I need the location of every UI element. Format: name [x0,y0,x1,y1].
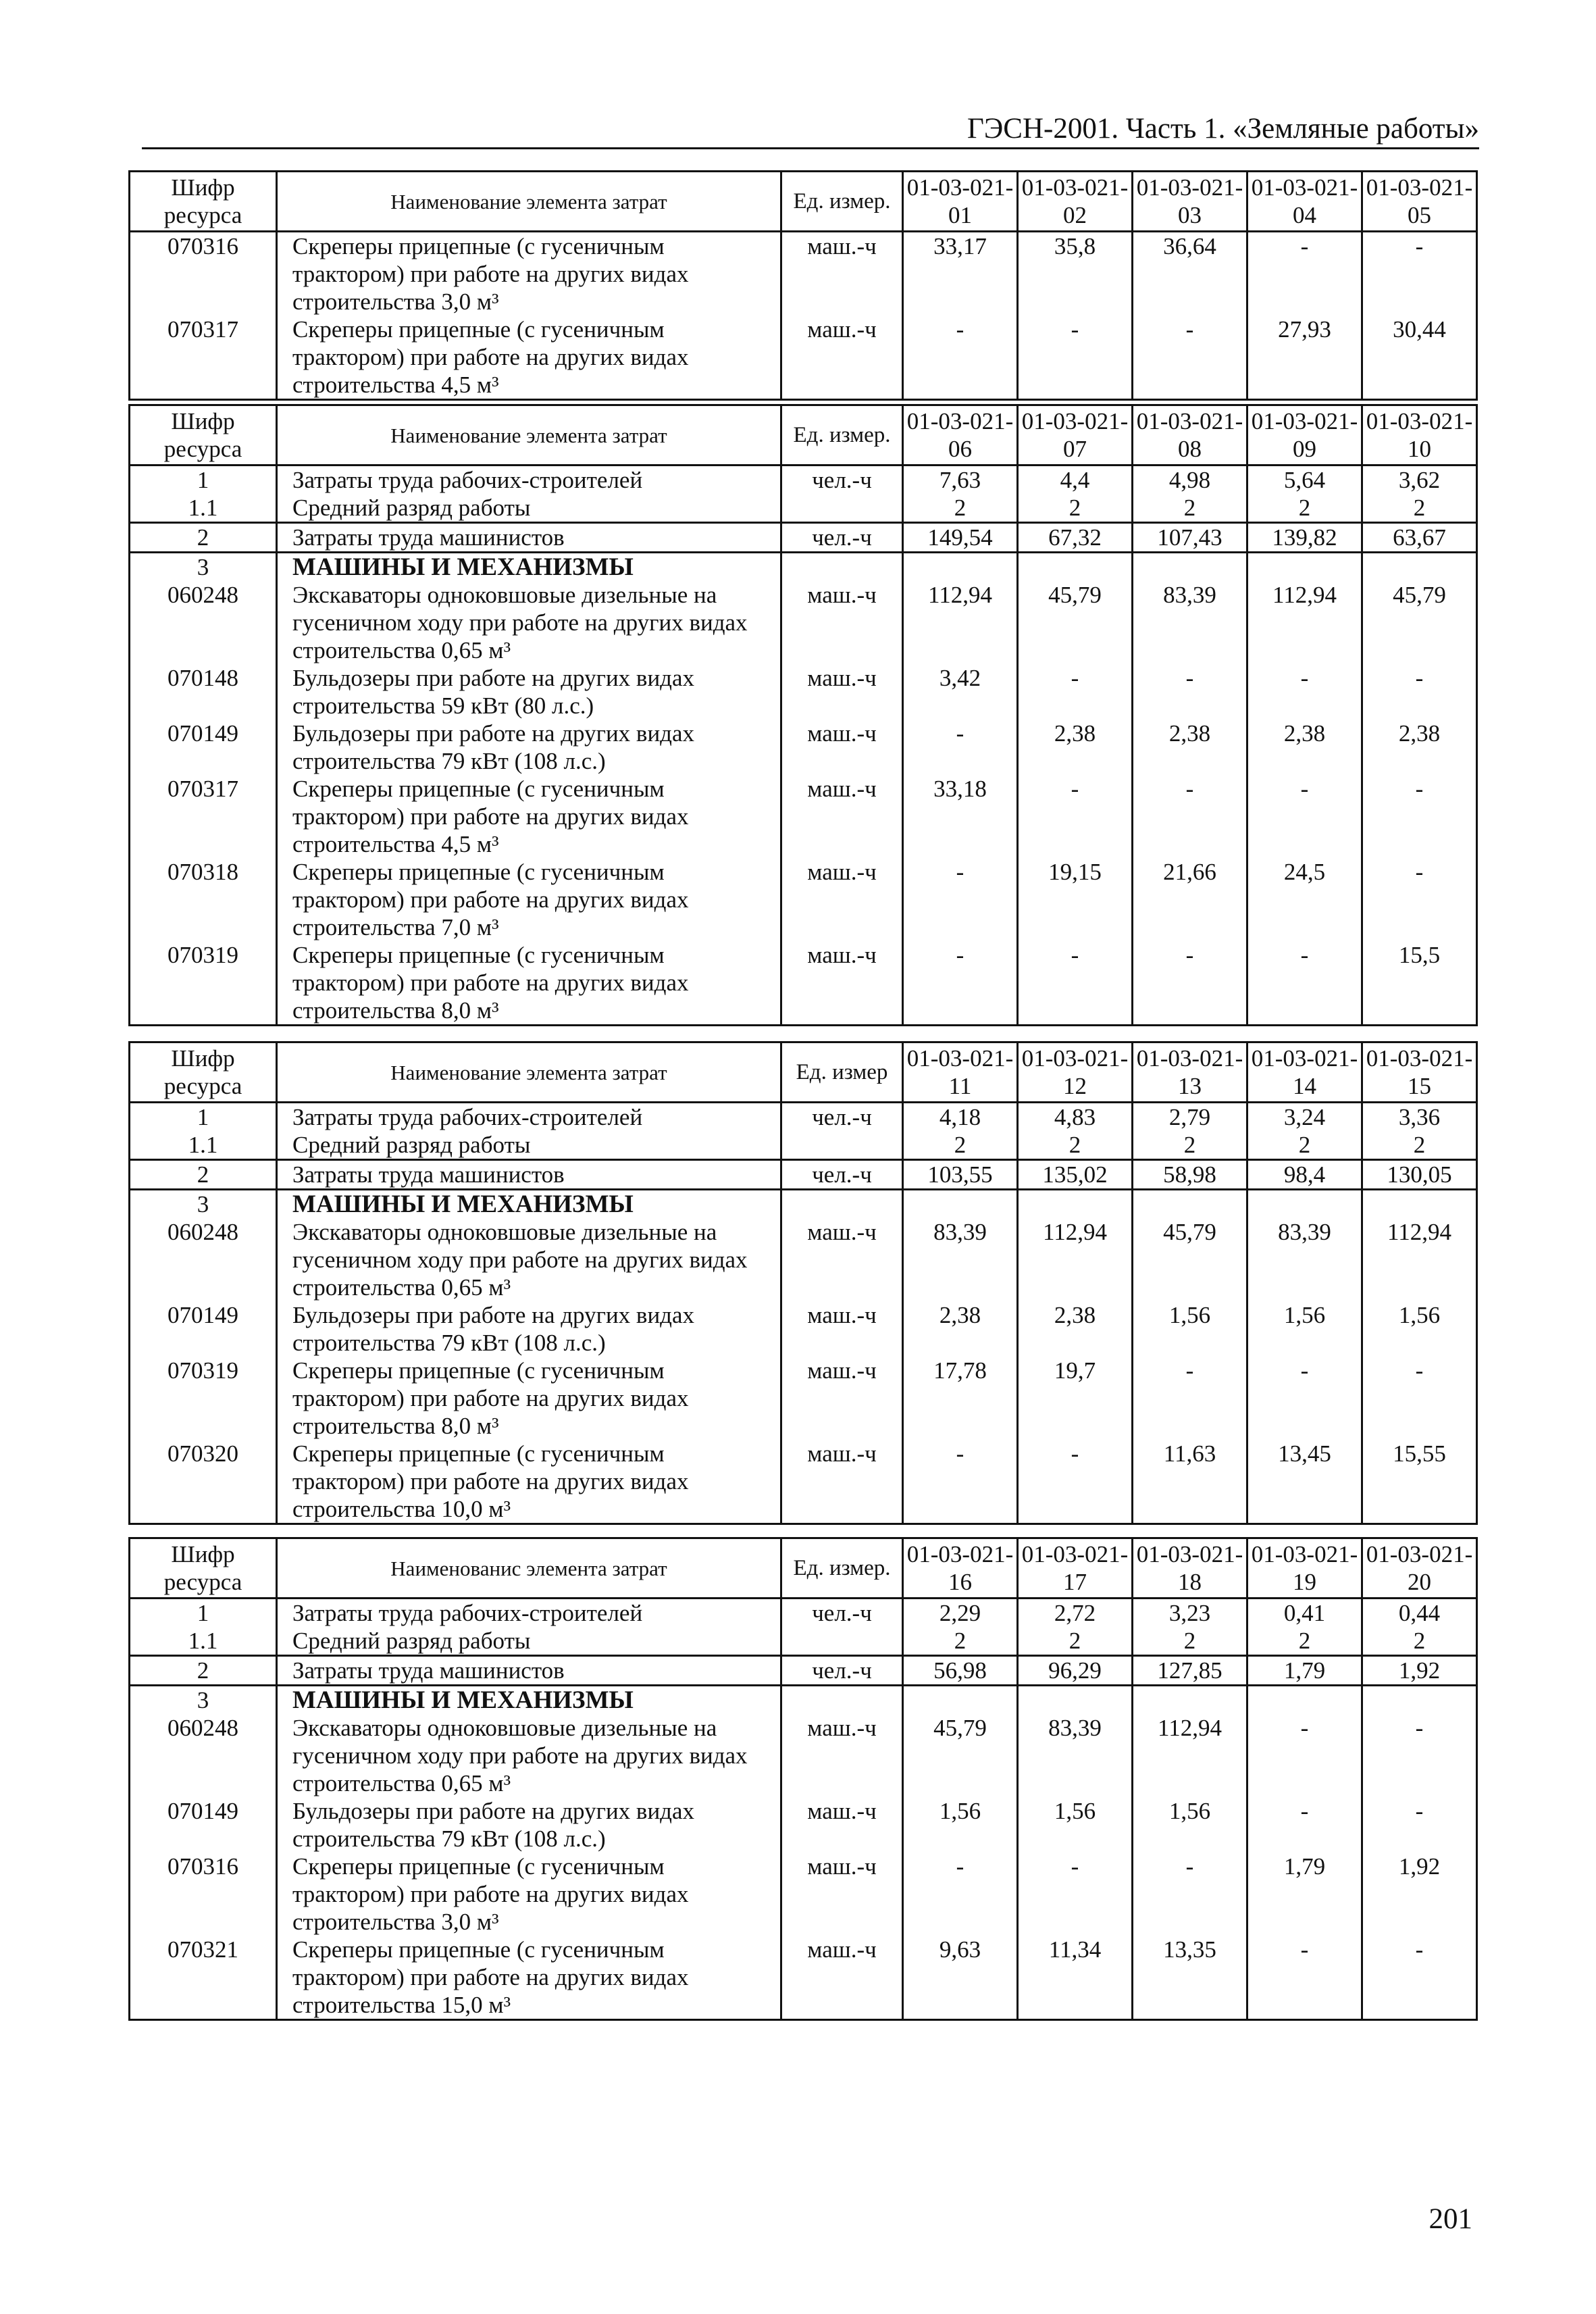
unit-cell: чел.-ч [781,523,903,553]
resource-code: 070319 [130,1357,277,1440]
value-cell: 2,72 [1018,1599,1133,1628]
unit-cell [781,494,903,523]
value-cell [1247,1686,1362,1715]
resource-name: МАШИНЫ И МЕХАНИЗМЫ [277,553,781,582]
resource-name: Экскаваторы одноковшовые дизельные на гусеничном ходу при работе на других видах строительства 0,65 м³ [277,581,781,664]
unit-cell: маш.-ч [781,232,903,316]
value-cell: 2,38 [1133,720,1247,775]
table-row [130,858,1477,941]
value-cell: 27,93 [1247,316,1362,400]
value-cell: - [1362,1357,1477,1440]
resource-code: 070316 [130,1853,277,1936]
unit-cell: маш.-ч [781,581,903,664]
value-cell [1133,553,1247,582]
resource-name: МАШИНЫ И МЕХАНИЗМЫ [277,1190,781,1219]
value-cell: 2,38 [1362,720,1477,775]
value-cell: 139,82 [1247,523,1362,553]
value-cell: 2,79 [1133,1103,1247,1132]
value-cell: 0,44 [1362,1599,1477,1628]
value-cell: - [1247,1714,1362,1797]
value-cell: 149,54 [903,523,1018,553]
table-row [130,316,1477,400]
resource-code: 070149 [130,720,277,775]
value-cell [1018,1686,1133,1715]
value-cell: - [1133,1853,1247,1936]
resource-name: Скреперы прицепные (с гусеничным трактором) при работе на других видах строительства 3,0 м³ [277,1853,781,1936]
header-norm-code: 01-03-021-20 [1362,1538,1477,1599]
value-cell: 2 [1018,1131,1133,1160]
value-cell: - [1018,664,1133,720]
value-cell: 67,32 [1018,523,1133,553]
resource-name: Бульдозеры при работе на других видах строительства 59 кВт (80 л.с.) [277,664,781,720]
resource-code: 070149 [130,1797,277,1853]
resource-code: 070319 [130,941,277,1026]
value-cell: 11,63 [1133,1440,1247,1524]
unit-cell [781,1190,903,1219]
value-cell: 0,41 [1247,1599,1362,1628]
value-cell: 9,63 [903,1936,1018,2020]
value-cell: 112,94 [1018,1218,1133,1301]
resource-name: Скреперы прицепные (с гусеничным трактором) при работе на других видах строительства 7,0 м³ [277,858,781,941]
value-cell: - [903,720,1018,775]
value-cell: 11,34 [1018,1936,1133,2020]
resource-name: Бульдозеры при работе на других видах строительства 79 кВт (108 л.с.) [277,720,781,775]
value-cell: 2,38 [903,1301,1018,1357]
operators-row [130,1160,1477,1190]
resource-code: 2 [130,1160,277,1190]
unit-cell: чел.-ч [781,1103,903,1132]
value-cell: 2 [1133,494,1247,523]
unit-cell: маш.-ч [781,316,903,400]
value-cell: - [1018,775,1133,858]
table-row [130,232,1477,316]
value-cell: 19,7 [1018,1357,1133,1440]
value-cell: 17,78 [903,1357,1018,1440]
table-row [130,1853,1477,1936]
value-cell: - [903,1853,1018,1936]
resource-code: 060248 [130,1714,277,1797]
value-cell: 2 [903,1131,1018,1160]
value-cell: - [1362,1797,1477,1853]
value-cell: - [1133,664,1247,720]
value-cell: 112,94 [1247,581,1362,664]
section-row [130,1190,1477,1219]
table-row [130,1797,1477,1853]
resource-name: Затраты труда рабочих-строителей [277,1599,781,1628]
unit-cell: маш.-ч [781,775,903,858]
value-cell: - [1133,941,1247,1026]
resource-code: 1.1 [130,1131,277,1160]
unit-cell: чел.-ч [781,1656,903,1686]
value-cell: 2 [1247,1131,1362,1160]
value-cell: - [1247,941,1362,1026]
resource-code: 1 [130,466,277,495]
header-rule [142,147,1479,149]
header-norm-code: 01-03-021-19 [1247,1538,1362,1599]
value-cell: - [1362,664,1477,720]
value-cell: - [1362,858,1477,941]
value-cell: 3,24 [1247,1103,1362,1132]
value-cell [1018,1190,1133,1219]
unit-cell [781,1131,903,1160]
value-cell: - [1247,1797,1362,1853]
resource-name: Средний разряд работы [277,1131,781,1160]
value-cell: 83,39 [1247,1218,1362,1301]
resource-code: 1 [130,1599,277,1628]
resource-name: Затраты труда машинистов [277,523,781,553]
header-code: Шифр ресурса [130,172,277,232]
header-norm-code: 01-03-021-15 [1362,1042,1477,1103]
value-cell: 4,83 [1018,1103,1133,1132]
value-cell [1362,1190,1477,1219]
table-header-row [130,172,1477,232]
value-cell: 1,56 [1133,1797,1247,1853]
resource-code: 2 [130,523,277,553]
table-row [130,664,1477,720]
resource-name: Скреперы прицепные (с гусеничным трактором) при работе на других видах строительства 10,0 м³ [277,1440,781,1524]
resource-name: Затраты труда рабочих-строителей [277,466,781,495]
unit-cell: маш.-ч [781,1714,903,1797]
resource-code: 3 [130,1686,277,1715]
resource-code: 3 [130,553,277,582]
value-cell: - [1018,1440,1133,1524]
resource-code: 070149 [130,1301,277,1357]
value-cell: 3,42 [903,664,1018,720]
value-cell: 2 [1247,494,1362,523]
value-cell [1362,1686,1477,1715]
value-cell: 63,67 [1362,523,1477,553]
resource-name: Затраты труда машинистов [277,1656,781,1686]
header-norm-code: 01-03-021-09 [1247,405,1362,466]
operators-row [130,1656,1477,1686]
value-cell: - [1018,316,1133,400]
header-norm-code: 01-03-021-11 [903,1042,1018,1103]
value-cell [903,553,1018,582]
resource-name: Экскаваторы одноковшовые дизельные на гусеничном ходу при работе на других видах строительства 0,65 м³ [277,1714,781,1797]
header-name: Наименование элемента затрат [277,172,781,232]
value-cell: 2 [903,494,1018,523]
labor-row [130,1103,1477,1132]
unit-cell: маш.-ч [781,1936,903,2020]
value-cell: - [903,858,1018,941]
value-cell: 1,56 [1247,1301,1362,1357]
value-cell: 83,39 [1018,1714,1133,1797]
value-cell: 13,35 [1133,1936,1247,2020]
value-cell: 4,4 [1018,466,1133,495]
value-cell: 45,79 [1133,1218,1247,1301]
value-cell: 5,64 [1247,466,1362,495]
unit-cell: чел.-ч [781,466,903,495]
unit-cell: маш.-ч [781,858,903,941]
value-cell: 2 [1362,494,1477,523]
value-cell: 1,56 [903,1797,1018,1853]
value-cell: - [903,1440,1018,1524]
value-cell: 2 [1247,1627,1362,1656]
table-header-row [130,1042,1477,1103]
table-row [130,1936,1477,2020]
value-cell: 33,18 [903,775,1018,858]
resource-name: Скреперы прицепные (с гусеничным трактором) при работе на других видах строительства 4,5 м³ [277,316,781,400]
value-cell: 33,17 [903,232,1018,316]
resource-code: 3 [130,1190,277,1219]
value-cell: 98,4 [1247,1160,1362,1190]
value-cell: 3,62 [1362,466,1477,495]
value-cell: - [903,316,1018,400]
value-cell: 2 [1133,1627,1247,1656]
value-cell: 15,5 [1362,941,1477,1026]
value-cell: 2 [1133,1131,1247,1160]
norm-table-2 [128,404,1476,1026]
value-cell: 45,79 [1018,581,1133,664]
value-cell: - [903,941,1018,1026]
resource-code: 060248 [130,581,277,664]
resource-name: Средний разряд работы [277,1627,781,1656]
value-cell: - [1247,1357,1362,1440]
value-cell: - [1133,316,1247,400]
value-cell: - [1362,775,1477,858]
value-cell: 1,56 [1018,1797,1133,1853]
header-norm-code: 01-03-021-13 [1133,1042,1247,1103]
resource-code: 070317 [130,316,277,400]
resource-name: Затраты труда рабочих-строителей [277,1103,781,1132]
unit-cell: маш.-ч [781,664,903,720]
table-header-row [130,405,1477,466]
unit-cell: чел.-ч [781,1160,903,1190]
value-cell: 130,05 [1362,1160,1477,1190]
value-cell: 83,39 [903,1218,1018,1301]
section-row [130,1686,1477,1715]
value-cell: 7,63 [903,466,1018,495]
value-cell: 1,79 [1247,1853,1362,1936]
header-norm-code: 01-03-021-03 [1133,172,1247,232]
header-norm-code: 01-03-021-02 [1018,172,1133,232]
page-number: 201 [1428,2203,1472,2235]
value-cell: - [1247,775,1362,858]
value-cell: 2 [903,1627,1018,1656]
value-cell: 3,36 [1362,1103,1477,1132]
value-cell: 2,29 [903,1599,1018,1628]
grade-row [130,494,1477,523]
unit-cell: маш.-ч [781,941,903,1026]
unit-cell: маш.-ч [781,1440,903,1524]
value-cell: 112,94 [903,581,1018,664]
value-cell: 112,94 [1133,1714,1247,1797]
header-norm-code: 01-03-021-08 [1133,405,1247,466]
resource-code: 070317 [130,775,277,858]
value-cell: 2 [1362,1627,1477,1656]
unit-cell [781,553,903,582]
value-cell [1247,1190,1362,1219]
header-norm-code: 01-03-021-07 [1018,405,1133,466]
value-cell: 4,98 [1133,466,1247,495]
value-cell [1362,553,1477,582]
resource-name: Бульдозеры при работе на других видах строительства 79 кВт (108 л.с.) [277,1301,781,1357]
resource-code: 070320 [130,1440,277,1524]
value-cell: 58,98 [1133,1160,1247,1190]
value-cell: 36,64 [1133,232,1247,316]
value-cell: - [1362,1936,1477,2020]
value-cell: - [1133,1357,1247,1440]
unit-cell: маш.-ч [781,1797,903,1853]
value-cell: 103,55 [903,1160,1018,1190]
header-norm-code: 01-03-021-12 [1018,1042,1133,1103]
header-norm-code: 01-03-021-17 [1018,1538,1133,1599]
value-cell: 83,39 [1133,581,1247,664]
table-row [130,941,1477,1026]
value-cell: 30,44 [1362,316,1477,400]
value-cell: 135,02 [1018,1160,1133,1190]
value-cell: 15,55 [1362,1440,1477,1524]
resource-code: 070316 [130,232,277,316]
norm-table-4 [128,1537,1476,2021]
value-cell: 24,5 [1247,858,1362,941]
header-code: Шифр ресурса [130,1042,277,1103]
value-cell: 2,38 [1018,1301,1133,1357]
table-row [130,1301,1477,1357]
resource-name: МАШИНЫ И МЕХАНИЗМЫ [277,1686,781,1715]
table-row [130,1218,1477,1301]
value-cell: 13,45 [1247,1440,1362,1524]
value-cell: 35,8 [1018,232,1133,316]
table-row [130,581,1477,664]
resource-name: Средний разряд работы [277,494,781,523]
value-cell: 1,79 [1247,1656,1362,1686]
value-cell: 19,15 [1018,858,1133,941]
value-cell [903,1190,1018,1219]
header-unit: Ед. измер. [781,1538,903,1599]
value-cell: - [1133,775,1247,858]
header-norm-code: 01-03-021-16 [903,1538,1018,1599]
table-header-row [130,1538,1477,1599]
unit-cell: маш.-ч [781,720,903,775]
value-cell [1018,553,1133,582]
labor-row [130,1599,1477,1628]
norm-table-3 [128,1041,1476,1525]
value-cell: 2 [1018,1627,1133,1656]
value-cell: - [1247,1936,1362,2020]
value-cell: 3,23 [1133,1599,1247,1628]
header-code: Шифр ресурса [130,1538,277,1599]
value-cell [1247,553,1362,582]
value-cell: - [1362,1714,1477,1797]
resource-name: Скреперы прицепные (с гусеничным трактором) при работе на других видах строительства 4,5 м³ [277,775,781,858]
operators-row [130,523,1477,553]
table-row [130,1440,1477,1524]
value-cell: 127,85 [1133,1656,1247,1686]
table-row [130,720,1477,775]
header-norm-code: 01-03-021-14 [1247,1042,1362,1103]
resource-code: 070321 [130,1936,277,2020]
header-unit: Ед. измер. [781,405,903,466]
value-cell: 2,38 [1018,720,1133,775]
value-cell: 96,29 [1018,1656,1133,1686]
header-norm-code: 01-03-021-06 [903,405,1018,466]
header-norm-code: 01-03-021-10 [1362,405,1477,466]
header-norm-code: 01-03-021-05 [1362,172,1477,232]
grade-row [130,1627,1477,1656]
resource-code: 1.1 [130,1627,277,1656]
header-name: Наименование элемента затрат [277,1042,781,1103]
unit-cell [781,1627,903,1656]
resource-code: 070318 [130,858,277,941]
resource-name: Затраты труда машинистов [277,1160,781,1190]
unit-cell [781,1686,903,1715]
norm-table-1 [128,170,1476,401]
value-cell: 112,94 [1362,1218,1477,1301]
value-cell: 2,38 [1247,720,1362,775]
header-norm-code: 01-03-021-04 [1247,172,1362,232]
value-cell: 1,56 [1133,1301,1247,1357]
header-name: Наименованис элемента затрат [277,1538,781,1599]
unit-cell: маш.-ч [781,1357,903,1440]
value-cell: 56,98 [903,1656,1018,1686]
value-cell: 45,79 [1362,581,1477,664]
value-cell: 2 [1362,1131,1477,1160]
running-header: ГЭСН-2001. Часть 1. «Земляные работы» [967,113,1479,145]
resource-code: 070148 [130,664,277,720]
resource-name: Скреперы прицепные (с гусеничным трактором) при работе на других видах строительства 8,0 м³ [277,1357,781,1440]
resource-name: Скреперы прицепные (с гусеничным трактором) при работе на других видах строительства 15,0 м³ [277,1936,781,2020]
value-cell: - [1247,232,1362,316]
unit-cell: маш.-ч [781,1853,903,1936]
header-code: Шифр ресурса [130,405,277,466]
resource-code: 1.1 [130,494,277,523]
value-cell: 1,56 [1362,1301,1477,1357]
value-cell: 2 [1018,494,1133,523]
labor-row [130,466,1477,495]
resource-name: Бульдозеры при работе на других видах строительства 79 кВт (108 л.с.) [277,1797,781,1853]
table-row [130,1357,1477,1440]
header-name: Наименование элемента затрат [277,405,781,466]
unit-cell: маш.-ч [781,1301,903,1357]
value-cell: - [1247,664,1362,720]
value-cell: 1,92 [1362,1656,1477,1686]
table-row [130,1714,1477,1797]
resource-name: Экскаваторы одноковшовые дизельные на гусеничном ходу при работе на других видах строительства 0,65 м³ [277,1218,781,1301]
resource-code: 060248 [130,1218,277,1301]
unit-cell: чел.-ч [781,1599,903,1628]
unit-cell: маш.-ч [781,1218,903,1301]
header-unit: Ед. измер. [781,172,903,232]
value-cell [1133,1190,1247,1219]
resource-code: 1 [130,1103,277,1132]
value-cell: 4,18 [903,1103,1018,1132]
value-cell: - [1018,1853,1133,1936]
value-cell: 1,92 [1362,1853,1477,1936]
value-cell: 45,79 [903,1714,1018,1797]
resource-name: Скреперы прицепные (с гусеничным трактором) при работе на других видах строительства 8,0 м³ [277,941,781,1026]
table-row [130,775,1477,858]
resource-code: 2 [130,1656,277,1686]
resource-name: Скреперы прицепные (с гусеничным трактором) при работе на других видах строительства 3,0 м³ [277,232,781,316]
header-unit: Ед. измер [781,1042,903,1103]
value-cell [903,1686,1018,1715]
value-cell: 21,66 [1133,858,1247,941]
header-norm-code: 01-03-021-01 [903,172,1018,232]
grade-row [130,1131,1477,1160]
value-cell [1133,1686,1247,1715]
section-row [130,553,1477,582]
value-cell: - [1362,232,1477,316]
value-cell: 107,43 [1133,523,1247,553]
header-norm-code: 01-03-021-18 [1133,1538,1247,1599]
value-cell: - [1018,941,1133,1026]
